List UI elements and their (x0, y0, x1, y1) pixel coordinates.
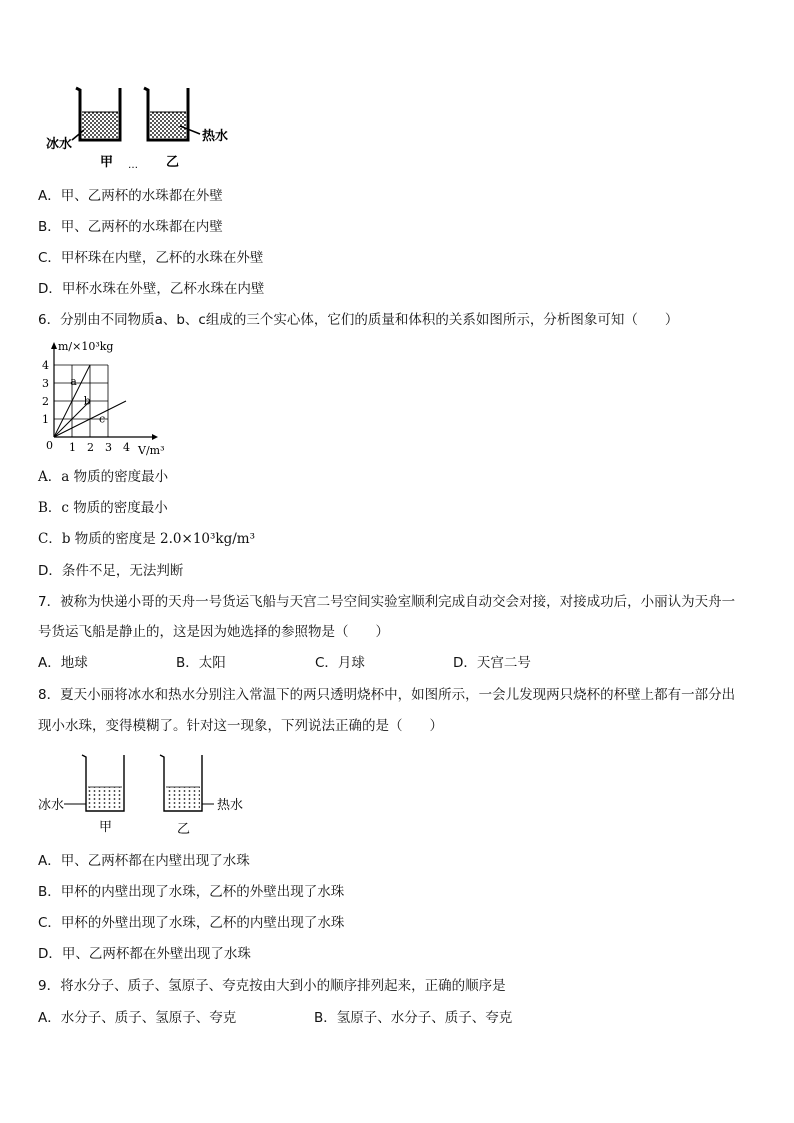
x-tick-label: 1 (69, 441, 76, 454)
q6-option-d[interactable]: D．条件不足，无法判断 (38, 563, 184, 579)
q9-option-a[interactable]: A．水分子、质子、氢原子、夸克 (38, 1010, 237, 1026)
q8-beaker-jia (82, 755, 124, 811)
y-tick-label: 3 (42, 377, 49, 390)
y-tick-label: 4 (42, 359, 49, 372)
q8-fig-left-label: 冰水 (38, 798, 65, 813)
chart-xlabel: V/m³ (138, 444, 165, 457)
chart-ylabel: m/×10³kg (58, 340, 114, 353)
series-label-b: b (83, 394, 91, 408)
q7-stem-line2: 号货运飞船是静止的，这是因为她选择的参照物是（ ） (38, 624, 389, 640)
q8-fig-right-label: 热水 (217, 798, 244, 813)
series-label-a: a (70, 374, 77, 388)
y-tick-label: 2 (42, 395, 49, 408)
fig1-cup-a: 甲 (100, 155, 114, 170)
q8-fig-cup-b: 乙 (177, 822, 191, 837)
series-label-c: c (99, 412, 106, 426)
q8-fig-cup-a: 甲 (99, 820, 113, 835)
x-tick-label: 3 (105, 441, 112, 454)
fig1-cup-b: 乙 (166, 155, 180, 170)
q6-stem: 6．分别由不同物质a、b、c组成的三个实心体，它们的质量和体积的关系如图所示，分析图象可知（ ） (38, 312, 679, 328)
mass-volume-chart (38, 340, 178, 460)
q5-option-b[interactable]: B．甲、乙两杯的水珠都在内壁 (38, 219, 223, 235)
beaker-yi (144, 88, 188, 140)
beaker-jia (76, 88, 120, 140)
fig1-left-label: 冰水 (46, 137, 73, 152)
q8-stem-line1: 8．夏天小丽将冰水和热水分别注入常温下的两只透明烧杯中，如图所示，一会儿发现两只烧杯的杯壁上都有一部分出 (38, 687, 736, 703)
q8-beaker-yi (160, 755, 202, 811)
q7-option-d[interactable]: D．天宫二号 (453, 655, 531, 671)
x-tick-label: 2 (87, 441, 94, 454)
q8-stem-line2: 现小水珠，变得模糊了。针对这一现象，下列说法正确的是（ ） (38, 718, 443, 734)
y-tick-label: 1 (42, 413, 49, 426)
q8-option-c[interactable]: C．甲杯的外壁出现了水珠，乙杯的内壁出现了水珠 (38, 915, 345, 931)
q7-option-b[interactable]: B．太阳 (176, 655, 226, 671)
chart-grid (54, 365, 108, 437)
q9-stem: 9．将水分子、质子、氢原子、夸克按由大到小的顺序排列起来，正确的顺序是 (38, 978, 506, 994)
q5-option-a[interactable]: A．甲、乙两杯的水珠都在外壁 (38, 188, 223, 204)
beaker-figure-q8 (38, 745, 258, 840)
x-axis-arrow (152, 434, 158, 440)
q6-option-c[interactable]: C．b 物质的密度是 2.0×10³kg/m³ (38, 531, 256, 547)
q6-option-a[interactable]: A．a 物质的密度最小 (38, 469, 169, 485)
x-tick-label: 0 (46, 439, 53, 452)
q8-option-d[interactable]: D．甲、乙两杯都在外壁出现了水珠 (38, 946, 251, 962)
beaker-figure-top (40, 80, 240, 175)
q7-option-a[interactable]: A．地球 (38, 655, 88, 671)
fig1-sep: … (128, 160, 138, 171)
y-axis-arrow (51, 342, 57, 349)
q9-option-b[interactable]: B．氢原子、水分子、质子、夸克 (314, 1010, 513, 1026)
q8-option-b[interactable]: B．甲杯的内壁出现了水珠，乙杯的外壁出现了水珠 (38, 884, 345, 900)
q5-option-d[interactable]: D．甲杯水珠在外壁，乙杯水珠在内壁 (38, 281, 265, 297)
x-tick-label: 4 (123, 441, 130, 454)
q8-option-a[interactable]: A．甲、乙两杯都在内壁出现了水珠 (38, 853, 250, 869)
q6-option-b[interactable]: B．c 物质的密度最小 (38, 500, 168, 516)
q7-option-c[interactable]: C．月球 (315, 655, 365, 671)
q5-option-c[interactable]: C．甲杯珠在内壁，乙杯的水珠在外壁 (38, 250, 264, 266)
q7-stem-line1: 7．被称为快递小哥的天舟一号货运飞船与天宫二号空间实验室顺利完成自动交会对接，对接成功后，小丽认为天舟一 (38, 594, 736, 610)
fig1-right-label: 热水 (202, 129, 229, 144)
